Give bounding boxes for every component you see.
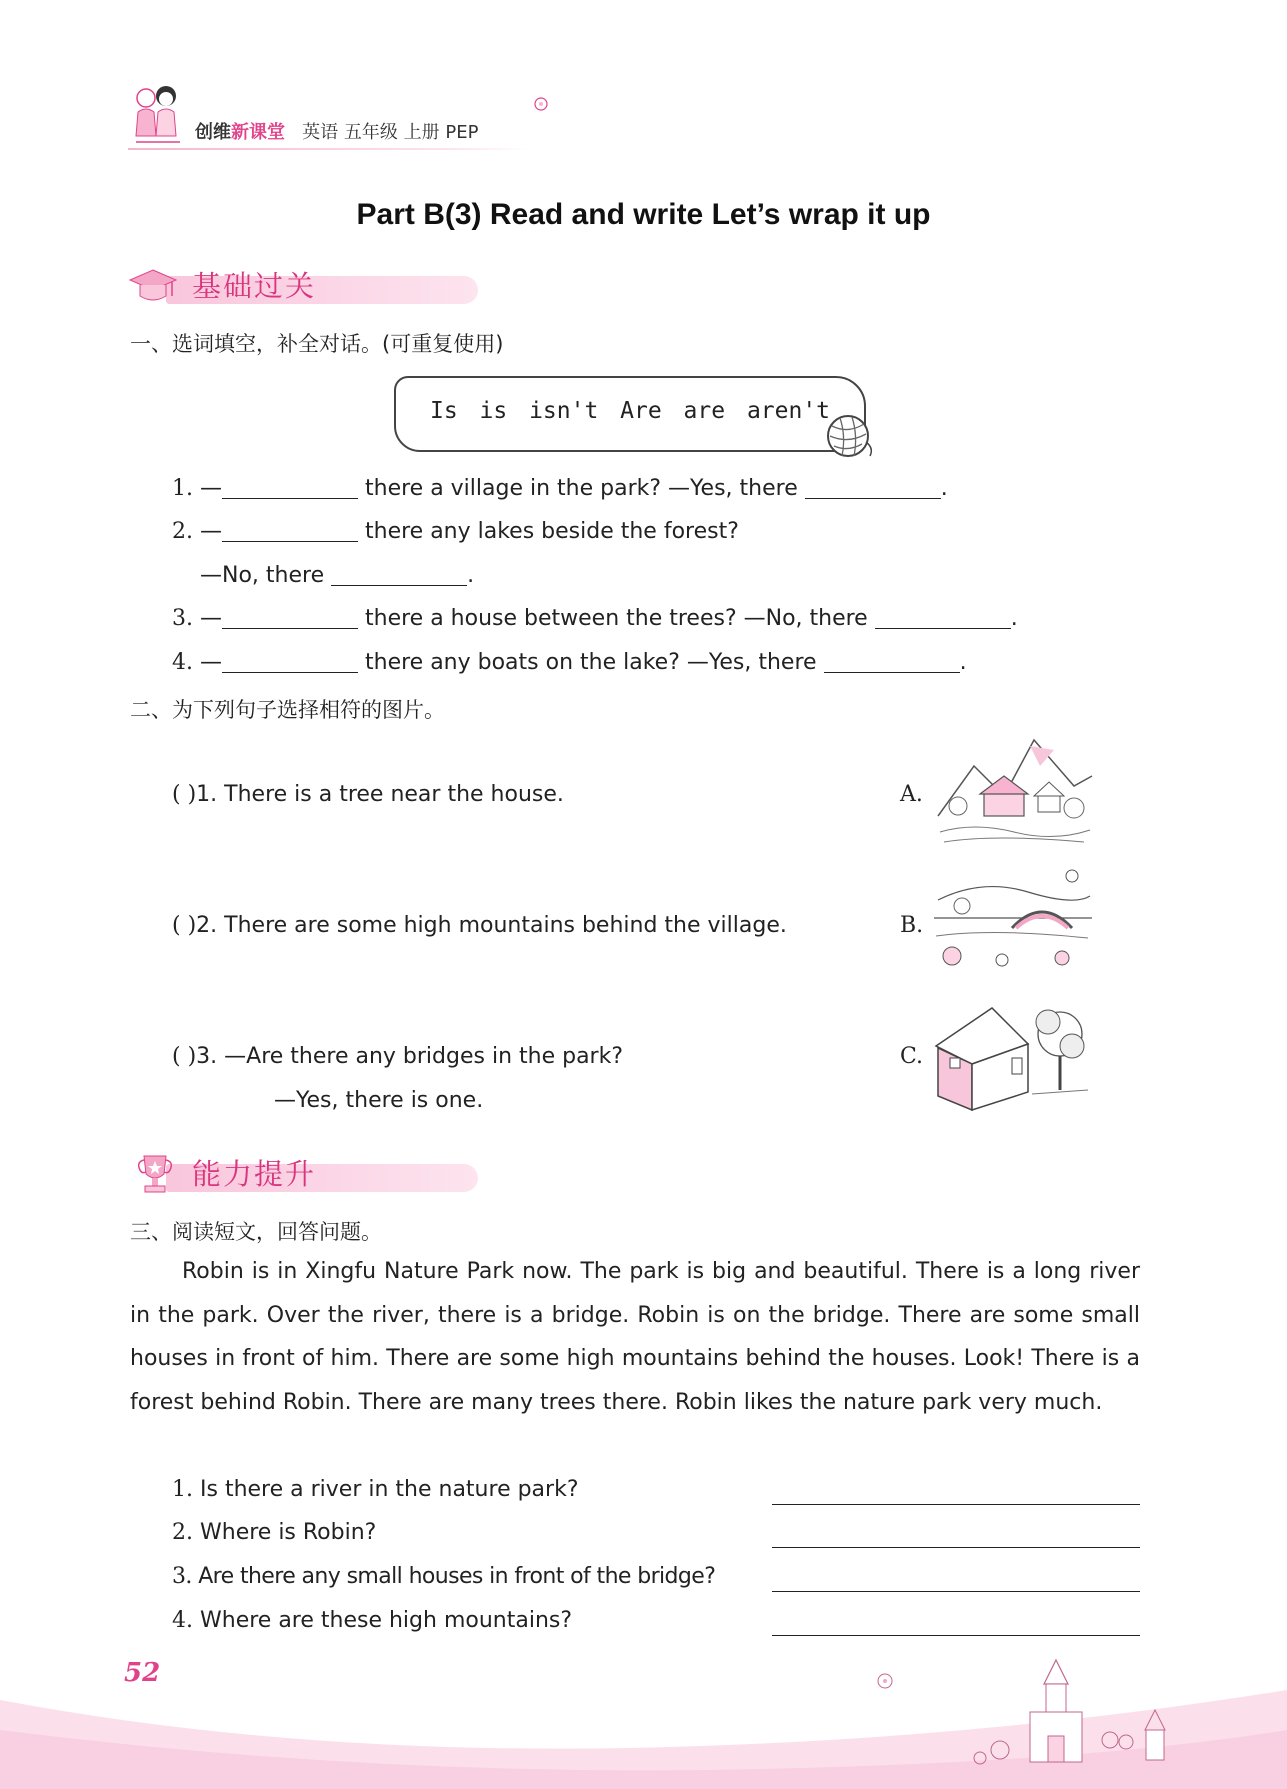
word-bank: Is is isn't Are are aren't	[430, 398, 831, 424]
q2-item-1: ( )1. There is a tree near the house.	[172, 782, 564, 807]
word-bank-box	[394, 376, 866, 452]
reading-passage: Robin is in Xingfu Nature Park now. The park is big and beautiful. There is a long river in the park. Over the river, there is a bridge. Robin is on the bridge. There are some small houses in front of him. There are some high mountains behind the houses. Look! There is a forest behind Robin. There are many trees there. Robin likes the nature park very much.	[130, 1259, 1140, 1415]
q3-question-3: 3. Are there any small houses in front of the bridge?	[172, 1564, 716, 1589]
page-number: 52	[124, 1658, 161, 1688]
flower-icon	[530, 94, 552, 114]
q1-item-2: 2. — there any lakes beside the forest?	[172, 519, 739, 544]
answer-paren[interactable]: ( )	[172, 1044, 197, 1069]
q1-heading: 一、选词填空，补全对话。(可重复使用)	[130, 332, 504, 356]
section-badge-advanced	[128, 1150, 488, 1196]
q2-item-3-response: —Yes, there is one.	[274, 1088, 484, 1113]
section-badge-basic	[128, 262, 488, 308]
graduation-cap-icon	[128, 266, 178, 306]
option-a-label: A.	[900, 782, 923, 807]
house-tree-picture	[932, 1000, 1092, 1114]
q3-question-4: 4. Where are these high mountains?	[172, 1608, 573, 1633]
option-b-label: B.	[900, 913, 924, 938]
q1-item-2-response: —No, there .	[200, 563, 475, 588]
page-title: Part B(3) Read and write Let’s wrap it up	[356, 198, 931, 231]
section-label: 能力提升	[192, 1157, 317, 1191]
answer-line[interactable]	[772, 1547, 1140, 1548]
q3-question-2: 2. Where is Robin?	[172, 1520, 377, 1545]
answer-blank[interactable]	[805, 476, 941, 499]
q3-heading: 三、阅读短文，回答问题。	[130, 1220, 382, 1244]
castle-icon	[960, 1650, 1190, 1780]
answer-blank[interactable]	[824, 650, 960, 673]
q1-item-1: 1. — there a village in the park? —Yes, there .	[172, 476, 948, 501]
q1-item-4: 4. — there any boats on the lake? —Yes, there .	[172, 650, 967, 675]
answer-blank[interactable]	[222, 650, 358, 673]
answer-line[interactable]	[772, 1591, 1140, 1592]
q1-item-3: 3. — there a house between the trees? —No, there .	[172, 606, 1018, 631]
answer-blank[interactable]	[331, 563, 467, 586]
answer-blank[interactable]	[222, 519, 358, 542]
yarn-ball-icon	[822, 412, 876, 460]
answer-line[interactable]	[772, 1635, 1140, 1636]
book-info: 英语 五年级 上册 PEP	[302, 122, 479, 143]
answer-blank[interactable]	[875, 606, 1011, 629]
q2-heading: 二、为下列句子选择相符的图片。	[130, 698, 445, 722]
flower-icon	[872, 1670, 898, 1692]
section-label: 基础过关	[192, 269, 317, 303]
q3-question-1: 1. Is there a river in the nature park?	[172, 1477, 579, 1502]
answer-blank[interactable]	[222, 606, 358, 629]
answer-paren[interactable]: ( )	[172, 782, 197, 807]
answer-line[interactable]	[772, 1504, 1140, 1505]
brand-name: 创维新课堂	[195, 122, 285, 143]
answer-paren[interactable]: ( )	[172, 913, 197, 938]
q2-item-3: ( )3. —Are there any bridges in the park?	[172, 1044, 624, 1069]
header-mascot-icon	[128, 82, 188, 152]
option-c-label: C.	[900, 1044, 924, 1069]
mountain-village-picture	[934, 736, 1094, 848]
header-title	[195, 118, 478, 144]
header-divider	[128, 148, 528, 150]
answer-blank[interactable]	[222, 476, 358, 499]
q2-item-2: ( )2. There are some high mountains behind the village.	[172, 913, 787, 938]
bridge-park-picture	[932, 866, 1094, 978]
trophy-icon	[134, 1152, 176, 1196]
